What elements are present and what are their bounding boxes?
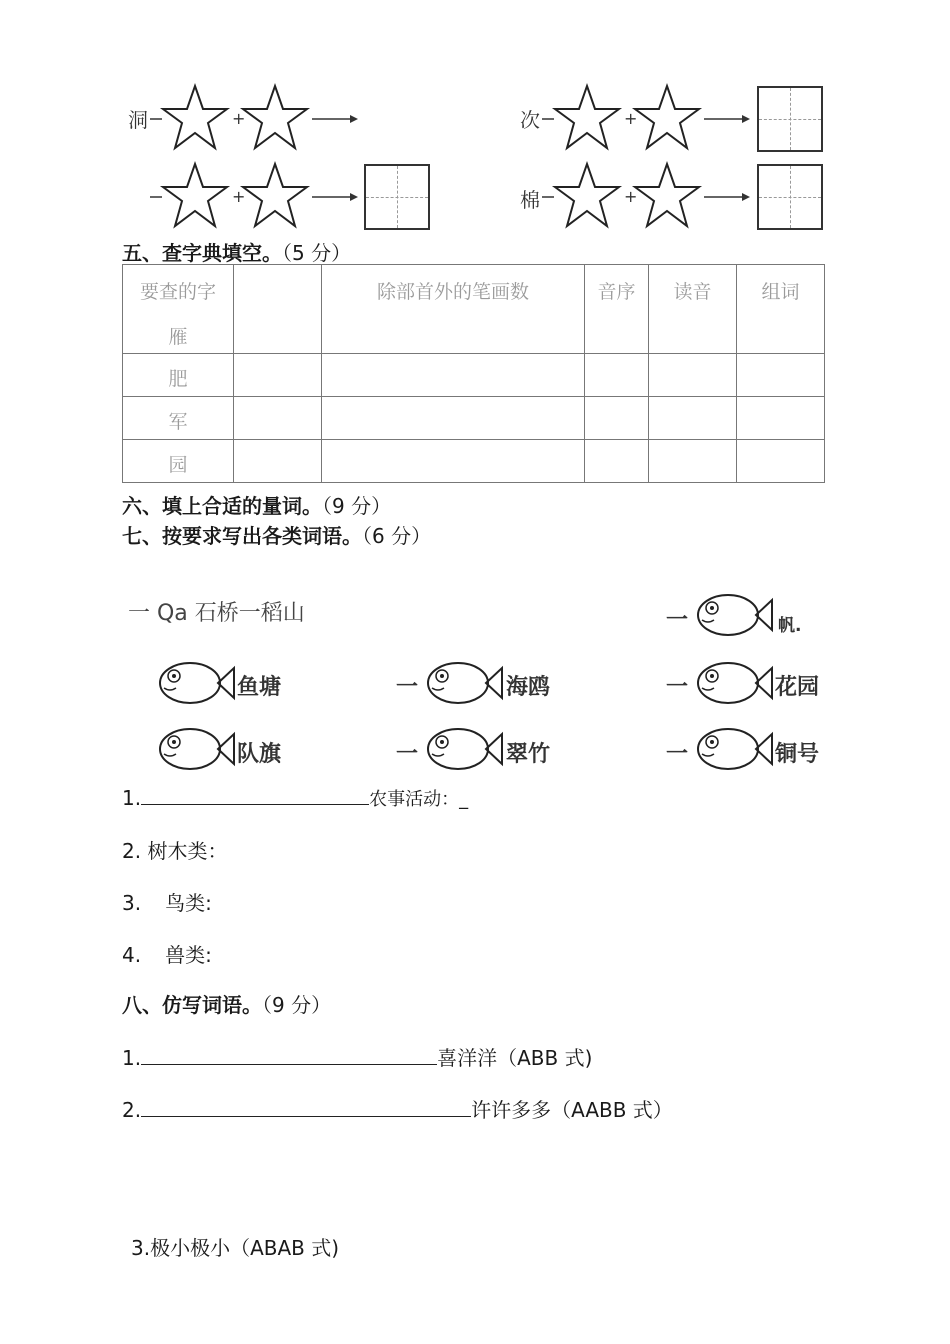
section8-title: 八、仿写词语。 xyxy=(122,993,262,1017)
section7-heading xyxy=(122,520,431,549)
fish-icon xyxy=(424,722,504,776)
puzzle-char-left-1: 洞 xyxy=(128,108,148,132)
item-number: 1. xyxy=(122,786,142,810)
blank-cell[interactable] xyxy=(737,440,825,483)
item-number: 1. xyxy=(122,1046,142,1070)
fish-prefix: 一 xyxy=(666,608,689,633)
svg-text:+: + xyxy=(232,187,246,206)
fish-word: 翠竹 xyxy=(506,742,551,767)
fish-icon xyxy=(424,656,504,710)
svg-text:+: + xyxy=(232,109,246,128)
fish-icon xyxy=(156,656,236,710)
header-char-label: 要查的字 xyxy=(139,281,216,303)
fish-prefix: 一 xyxy=(666,742,689,767)
header-strokes: 除部首外的笔画数 xyxy=(376,281,529,303)
section7-item-1 xyxy=(122,784,468,811)
blank-cell[interactable] xyxy=(649,440,737,483)
star-pair-left-2 xyxy=(150,160,370,234)
fish-prefix: 一 xyxy=(396,675,419,700)
item-number: 3. xyxy=(131,1236,151,1260)
row-char-cell xyxy=(123,440,234,483)
fish-word: 花园 xyxy=(775,675,820,700)
star-icon xyxy=(163,86,227,148)
star-icon xyxy=(635,164,699,226)
header-pronunciation: 读音 xyxy=(673,281,712,303)
fish-icon xyxy=(694,722,774,776)
blank-cell[interactable] xyxy=(234,265,322,354)
blank-cell[interactable] xyxy=(322,397,585,440)
section7-item-3 xyxy=(122,887,212,916)
fish-prefix: 一 xyxy=(396,742,419,767)
section7-score: （6 分） xyxy=(362,524,432,548)
row-char: 军 xyxy=(168,411,188,433)
item-text: 兽类: xyxy=(165,943,212,967)
section8-item-2 xyxy=(122,1094,673,1123)
answer-line[interactable] xyxy=(141,1044,437,1065)
fish-icon xyxy=(156,722,236,776)
answer-grid-box[interactable] xyxy=(757,164,823,230)
section8-score: （9 分） xyxy=(262,993,332,1017)
table-header-row xyxy=(123,265,825,354)
svg-text:+: + xyxy=(624,109,638,128)
table-row xyxy=(123,397,825,440)
answer-grid-box[interactable] xyxy=(364,164,430,230)
section7-item-2 xyxy=(122,835,227,864)
row-char: 肥 xyxy=(168,368,188,390)
header-cell xyxy=(649,265,737,354)
section7-title: 七、按要求写出各类词语。 xyxy=(122,524,362,548)
fish-word: 帆. xyxy=(778,616,802,636)
blank-cell[interactable] xyxy=(322,440,585,483)
blank-cell[interactable] xyxy=(585,397,649,440)
item-text: 鸟类: xyxy=(165,891,212,915)
fish-word: 队旗 xyxy=(237,742,282,767)
answer-line[interactable] xyxy=(141,1096,471,1117)
fish-word: 铜号 xyxy=(775,742,820,767)
puzzle-char-right-2: 棉 xyxy=(520,188,540,212)
section7-item-4 xyxy=(122,939,212,968)
row-char: 雁 xyxy=(168,326,188,348)
star-icon xyxy=(243,164,307,226)
blank-cell[interactable] xyxy=(234,440,322,483)
item-text: 极小极小（ABAB 式) xyxy=(150,1236,340,1260)
star-icon xyxy=(243,86,307,148)
header-word: 组词 xyxy=(761,281,800,303)
header-cell xyxy=(123,265,234,354)
table-row xyxy=(123,354,825,397)
star-pair-right-2 xyxy=(542,160,762,234)
item-number: 2. xyxy=(122,1098,142,1122)
svg-text:+: + xyxy=(624,187,638,206)
row-char: 园 xyxy=(168,454,188,476)
fish-icon xyxy=(694,656,774,710)
row-char-cell xyxy=(123,397,234,440)
blank-cell[interactable] xyxy=(585,440,649,483)
section8-item-3 xyxy=(131,1232,339,1261)
blank-cell[interactable] xyxy=(234,354,322,397)
item-text: 喜洋洋（ABB 式) xyxy=(437,1046,593,1070)
star-pair-right-1 xyxy=(542,82,762,156)
section5-score: （5 分） xyxy=(282,241,352,265)
fish-icon xyxy=(694,588,774,642)
section6-heading xyxy=(122,490,391,519)
blank-cell[interactable] xyxy=(649,354,737,397)
blank-cell[interactable] xyxy=(585,354,649,397)
item-number: 2. xyxy=(122,839,142,863)
fish-word: 鱼塘 xyxy=(237,675,282,700)
section5-heading xyxy=(122,237,351,266)
section8-item-1 xyxy=(122,1042,592,1071)
star-icon xyxy=(163,164,227,226)
section5-title: 五、查字典填空。 xyxy=(122,241,282,265)
fish-word: 海鸥 xyxy=(506,675,551,700)
blank-cell[interactable] xyxy=(322,354,585,397)
item-number: 4. xyxy=(122,943,142,967)
header-cell xyxy=(737,265,825,354)
star-pair-left-1 xyxy=(150,82,370,156)
answer-line[interactable] xyxy=(141,784,369,805)
item-number: 3. xyxy=(122,891,142,915)
star-icon xyxy=(555,86,619,148)
dictionary-table xyxy=(122,264,825,483)
item-text: 许许多多（AABB 式） xyxy=(471,1098,673,1122)
blank-cell[interactable] xyxy=(234,397,322,440)
section6-title: 六、填上合适的量词。 xyxy=(122,494,322,518)
table-row xyxy=(123,440,825,483)
header-phonetic-order: 音序 xyxy=(597,281,636,303)
header-cell xyxy=(322,265,585,354)
star-icon xyxy=(635,86,699,148)
blank-cell[interactable] xyxy=(649,397,737,440)
header-cell xyxy=(585,265,649,354)
puzzle-char-right-1: 次 xyxy=(520,108,540,132)
item-text: 农事活动：_ xyxy=(369,789,469,810)
answer-grid-box[interactable] xyxy=(757,86,823,152)
section8-heading xyxy=(122,989,331,1018)
fish-top-text: 一 Qa 石桥一稻山 xyxy=(128,601,305,626)
row-char-cell xyxy=(123,354,234,397)
fish-prefix: 一 xyxy=(666,675,689,700)
item-text: 树木类： xyxy=(147,839,228,863)
blank-cell[interactable] xyxy=(737,354,825,397)
star-icon xyxy=(555,164,619,226)
section6-score: （9 分） xyxy=(322,494,392,518)
blank-cell[interactable] xyxy=(737,397,825,440)
